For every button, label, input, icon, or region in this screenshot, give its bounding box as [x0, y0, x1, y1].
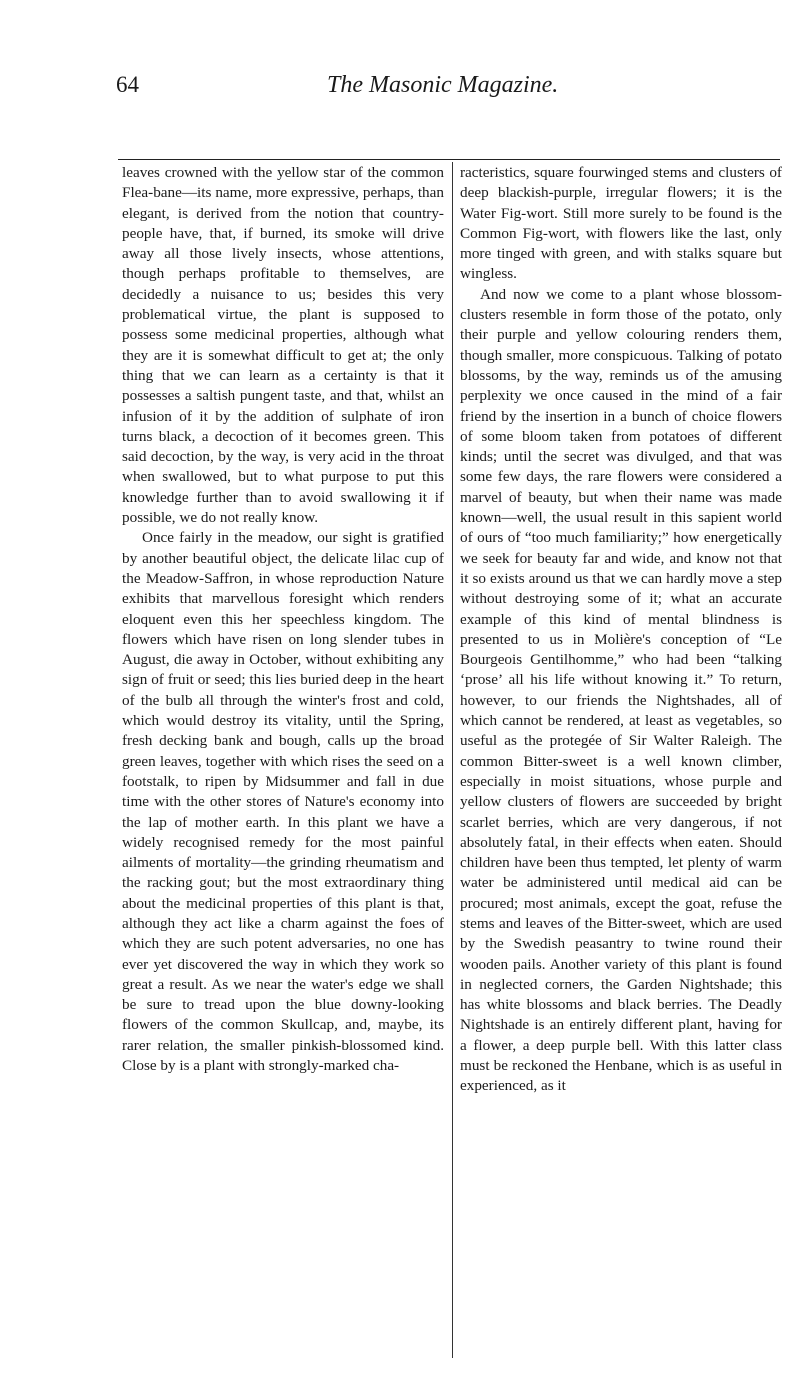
left-paragraph-1: leaves crowned with the yellow star of the common Flea-bane—its name, more expressive, perhaps, than elegant, is derived from the notion that country-people have, that, if burned, its smoke will drive away all those lively insects, whose attentions, though perhaps profitable to themselves, are decidedly a nuisance to us; besides this very problematical virtue, the plant is supposed to possess some medicinal properties, although what they are it is somewhat difficult to get at; the only thing that we can learn as a certainty is that it possesses a saltish pungent taste, and that, whilst an infusion of it by the addition of sulphate of iron turns black, a decoction of it becomes green. This said decoction, by the way, is very acid in the throat when swallowed, but to what purpose to put this knowledge further than to avoid swallowing it if possible, we do not really know. — [122, 164, 444, 527]
page-header — [0, 0, 794, 140]
left-paragraph-2: Once fairly in the meadow, our sight is gratified by another beautiful object, the delicate lilac cup of the Meadow-Saffron, in whose reproduction Nature exhibits that marvellous foresight which renders eloquent even this her speechless kingdom. The flowers which have risen on long slender tubes in August, die away in October, without exhibiting any sign of fruit or seed; this lies buried deep in the heart of the bulb all through the winter's frost and cold, which would destroy its vitality, until the Spring, fresh decking bank and bough, calls up the broad green leaves, together with which rises the seed on a footstalk, to ripen by Midsummer and fall in due time with the other stores of Nature's economy into the lap of mother earth. In this plant we have a widely recognised remedy for the most painful ailments of mortality—the grinding rheumatism and the racking gout; but the most extraordinary thing about the medicinal properties of this plant is that, although they act like a charm against the foes of which they are such potent adversaries, no one has ever yet discovered the way in which they work so great a result. As we near the water's edge we shall be sure to tread upon the blue downy-looking flowers of the common Skullcap, and, maybe, its rarer relation, the smaller pinkish-blossomed kind. Close by is a plant with strongly-marked cha- — [122, 529, 444, 1075]
page-number: 64 — [116, 72, 139, 97]
right-column — [460, 163, 782, 1097]
header-rule — [118, 159, 780, 160]
right-paragraph-1: racteristics, square fourwinged stems and clusters of deep blackish-purple, irregular flowers; it is the Water Fig-wort. Still more surely to be found is the Common Fig-wort, with flowers like the last, only more tinged with green, and with stalks square but wingless. — [460, 164, 782, 283]
right-paragraph-2: And now we come to a plant whose blossom-clusters resemble in form those of the potato, only their purple and yellow colouring renders them, though smaller, more conspicuous. Talking of potato blossoms, by the way, reminds us of the amusing perplexity we once caused in the mind of a fair friend by the insertion in a bunch of choice flowers of some bloom taken from potatoes of different kinds; until the secret was divulged, and that was some few days, the rare flowers were considered a marvel of beauty, but when their name was made known—well, the usual result in this sapient world of ours of “too much familiarity;” how energetically we seek for beauty far and wide, and know not that it so exists around us that we can hardly move a step without destroying some of it; what an accurate example of this kind of mental blindness is presented to us in Molière's conception of “Le Bourgeois Gentilhomme,” who had been “talking ‘prose’ all his life without knowing it.” To return, however, to our friends the Nightshades, all of which cannot be rendered, at least as vegetables, so useful as the protegée of Sir Walter Raleigh. The common Bitter-sweet is a well known climber, especially in moist situations, whose purple and yellow clusters of flowers are succeeded by bright scarlet berries, which are very dangerous, if not absolutely fatal, in their effects when eaten. Should children have been thus tempted, let plenty of warm water be administered until medical aid can be procured; most animals, except the goat, refuse the stems and leaves of the Bitter-sweet, which are used by the Swedish peasantry to twine round their wooden pails. Another variety of this plant is found in neglected corners, the Garden Nightshade; this has white blossoms and black berries. The Deadly Nightshade is an entirely different plant, having for a flower, a deep purple bell. With this latter class must be reckoned the Henbane, which is as useful in experienced, as it — [460, 285, 782, 1095]
running-title: The Masonic Magazine. — [327, 72, 559, 98]
left-column — [122, 163, 444, 1076]
column-divider — [452, 162, 453, 1358]
